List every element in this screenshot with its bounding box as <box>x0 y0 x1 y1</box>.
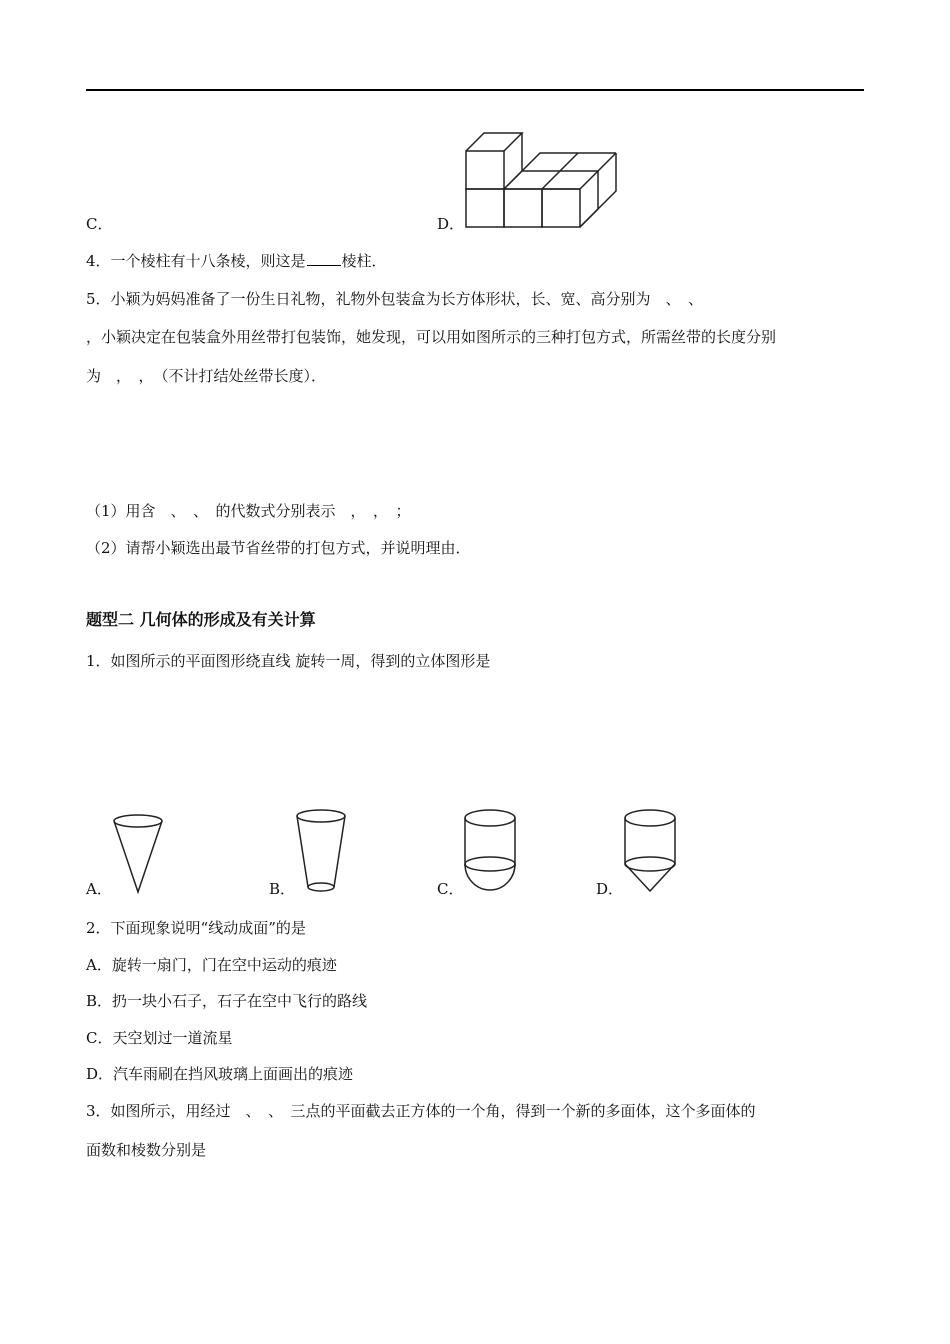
question-4-prefix: 4．一个棱柱有十八条棱，则这是 <box>86 252 306 270</box>
option-c-label: C． <box>86 215 113 233</box>
section2-q2-option-d: D．汽车雨刷在挡风玻璃上面画出的痕迹 <box>86 1065 354 1083</box>
section2-q1-option-c: C． <box>437 880 464 898</box>
option-d-label: D． <box>437 215 465 233</box>
section2-question-3-line-2: 面数和棱数分别是 <box>86 1141 207 1159</box>
question-5-line-3: 为 ， ， （不计打结处丝带长度）． <box>86 367 327 385</box>
section2-question-1: 1．如图所示的平面图形绕直线 旋转一周，得到的立体图形是 <box>86 652 491 670</box>
section2-question-2: 2．下面现象说明“线动成面”的是 <box>86 919 306 937</box>
section2-question-3-line-1: 3．如图所示，用经过 、 、 三点的平面截去正方体的一个角，得到一个新的多面体，这个多面体的 <box>86 1102 756 1120</box>
section2-q2-option-a: A．旋转一扇门，门在空中运动的痕迹 <box>86 956 337 974</box>
cylinder-cone-figure <box>621 806 681 896</box>
question-4-suffix: 棱柱． <box>341 252 387 270</box>
section2-q1-option-d: D． <box>596 880 624 898</box>
cube-stack-figure <box>462 130 622 230</box>
cone-figure <box>110 812 166 894</box>
question-5-line-2: ，小颖决定在包装盒外用丝带打包装饰，她发现，可以用如图所示的三种打包方式，所需丝带的长度分别 <box>86 328 777 346</box>
frustum-figure <box>293 808 349 894</box>
section-title: 题型二 几何体的形成及有关计算 <box>86 610 316 629</box>
section2-q2-option-c: C．天空划过一道流星 <box>86 1029 233 1047</box>
header-rule <box>86 89 864 91</box>
section2-q2-option-b: B．扔一块小石子，石子在空中飞行的路线 <box>86 992 368 1010</box>
answer-blank <box>307 251 341 266</box>
question-5-line-1: 5．小颖为妈妈准备了一份生日礼物，礼物外包装盒为长方体形状，长、宽、高分别为 、 、 <box>86 290 704 308</box>
question-5-part-2: （2）请帮小颖选出最节省丝带的打包方式，并说明理由． <box>86 539 471 557</box>
question-5-part-1: （1）用含 、 、 的代数式分别表示 ， ， ； <box>86 502 411 520</box>
section2-q1-option-a: A． <box>86 880 112 898</box>
question-4 <box>86 251 387 271</box>
cylinder-hemisphere-bottom <box>461 856 521 896</box>
section2-q1-option-b: B． <box>269 880 296 898</box>
